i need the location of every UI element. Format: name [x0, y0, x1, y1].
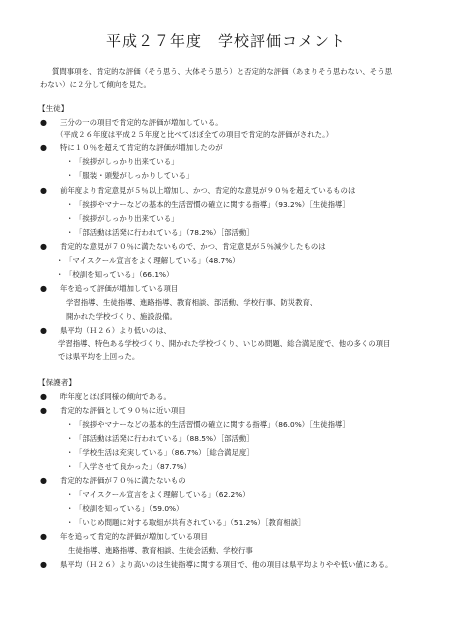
student-line: 三分の一の項目で肯定的な評価が増加している。	[60, 118, 223, 127]
dot-bullet-icon: ・	[56, 256, 64, 265]
bullet-icon: ●	[40, 476, 47, 485]
student-line: 開かれた学校づくり、施設設備。	[66, 312, 177, 321]
parent-line: 「入学させて良かった」（87.7%）	[75, 462, 191, 471]
bullet-icon: ●	[40, 118, 47, 127]
dot-bullet-icon: ・	[66, 420, 74, 429]
parent-line: 年を追って肯定的な評価が増加している項目	[60, 532, 208, 541]
bullet-icon: ●	[40, 326, 47, 335]
dot-bullet-icon: ・	[66, 504, 74, 513]
student-line: 「校訓を知っている」（66.1%）	[65, 270, 174, 279]
student-line: 「挨拶がしっかり出来ている」	[75, 214, 179, 223]
student-line: 学習指導、特色ある学校づくり、開かれた学校づくり、いじめ問題、総合満足度で、他の多くの項目	[58, 339, 391, 348]
bullet-icon: ●	[40, 143, 47, 152]
dot-bullet-icon: ・	[66, 157, 74, 166]
section-header-parents: 【保護者】	[38, 378, 76, 387]
student-line: 年を追って評価が増加している項目	[60, 284, 179, 293]
student-line: 「マイスクール宣言をよく理解している」（48.7%）	[65, 256, 240, 265]
student-line: （平成２６年度は平成２５年度と比べてほぼ全ての項目で肯定的な評価がされた。）	[56, 130, 334, 139]
dot-bullet-icon: ・	[66, 448, 74, 457]
parent-line: 「学校生活は充実している」（86.7%）［総合満足度］	[75, 448, 254, 457]
document-title: 平成２７年度 学校評価コメント	[105, 32, 346, 50]
parent-line: 肯定的な評価が７０％に満たないもの	[60, 476, 186, 485]
student-line: 「部活動は活発に行われている」（78.2%）［部活動］	[75, 228, 254, 237]
bullet-icon: ●	[40, 532, 47, 541]
student-line: 前年度より肯定意見が５％以上増加し、かつ、肯定的な意見が９０％を超えているものは	[60, 186, 356, 195]
student-line: 肯定的な意見が７０％に満たないもので、かつ、肯定意見が５％減少したものは	[60, 242, 326, 251]
student-line: 「服装・頭髪がしっかりしている」	[75, 171, 194, 180]
bullet-icon: ●	[40, 186, 47, 195]
parent-line: 昨年度とほぼ同様の傾向である。	[60, 392, 171, 401]
parent-line: 「校訓を知っている」（59.0%）	[75, 504, 184, 513]
section-header-students: 【生徒】	[38, 104, 69, 113]
dot-bullet-icon: ・	[66, 490, 74, 499]
dot-bullet-icon: ・	[66, 462, 74, 471]
intro-line-1: 質問事項を、肯定的な評価（そう思う、大体そう思う）と否定的な評価（あまりそう思わない、そう思	[52, 67, 392, 76]
bullet-icon: ●	[40, 392, 47, 401]
parent-line: 生徒指導、進路指導、教育相談、生徒会活動、学校行事	[68, 546, 253, 555]
bullet-icon: ●	[40, 406, 47, 415]
parent-line: 「部活動は活発に行われている」（88.5%）［部活動］	[75, 434, 254, 443]
student-line: 県平均（Ｈ２６）より低いのは、	[60, 326, 171, 335]
student-line: 特に１０％を超えて肯定的な評価が増加したのが	[60, 143, 223, 152]
parent-line: 「マイスクール宣言をよく理解している」（62.2%）	[75, 490, 250, 499]
student-line: では県平均を上回った。	[58, 352, 140, 361]
parent-line: 肯定的な評価として９０％に近い項目	[60, 406, 186, 415]
dot-bullet-icon: ・	[66, 518, 74, 527]
intro-line-2: わない）に２分して傾向を見た。	[40, 80, 151, 89]
bullet-icon: ●	[40, 284, 47, 293]
dot-bullet-icon: ・	[66, 171, 74, 180]
parent-line: 県平均（Ｈ２６）より高いのは生徒指導に関する項目で、他の項目は県平均よりやや低い値にある。	[60, 560, 393, 569]
dot-bullet-icon: ・	[66, 434, 74, 443]
dot-bullet-icon: ・	[56, 270, 64, 279]
dot-bullet-icon: ・	[66, 228, 74, 237]
bullet-icon: ●	[40, 560, 47, 569]
student-line: 学習指導、生徒指導、進路指導、教育相談、部活動、学校行事、防災教育、	[66, 298, 318, 307]
parent-line: 「挨拶やマナーなどの基本的生活習慣の確立に関する指導」（86.0%）［生徒指導］	[75, 420, 350, 429]
dot-bullet-icon: ・	[66, 214, 74, 223]
bullet-icon: ●	[40, 242, 47, 251]
dot-bullet-icon: ・	[66, 200, 74, 209]
parent-line: 「いじめ問題に対する取組が共有されている」（51.2%）［教育相談］	[75, 518, 306, 527]
student-line: 「挨拶がしっかり出来ている」	[75, 157, 179, 166]
student-line: 「挨拶やマナーなどの基本的生活習慣の確立に関する指導」（93.2%）［生徒指導］	[75, 200, 350, 209]
